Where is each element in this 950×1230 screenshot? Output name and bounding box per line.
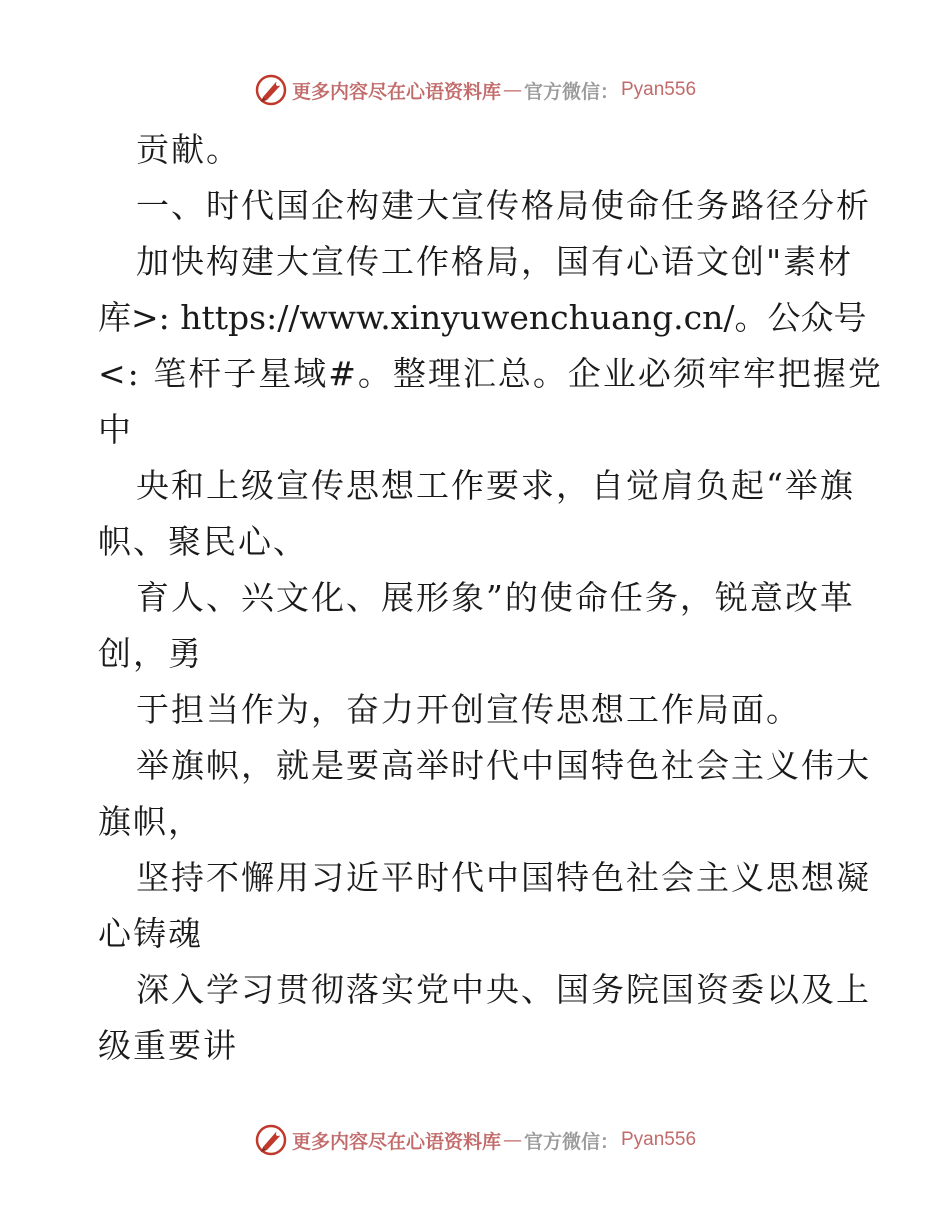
- text-line: 心铸魂: [98, 914, 203, 953]
- header-subtitle: 官方微信：: [523, 80, 619, 103]
- text-line: 于担当作为，奋力开创宣传思想工作局面。: [136, 690, 801, 729]
- footer-separator: —: [502, 1129, 522, 1151]
- header-banner: [0, 70, 950, 110]
- body-text: [98, 122, 883, 1074]
- header-handle: Pyan556: [621, 79, 697, 100]
- text-line: 创，勇: [98, 634, 203, 673]
- section-heading: 一、时代国企构建大宣传格局使命任务路径分析: [136, 186, 871, 225]
- text-line: 帜、聚民心、: [98, 522, 308, 561]
- text-line: 举旗帜，就是要高举时代中国特色社会主义伟大: [136, 746, 871, 785]
- pen-logo-icon: [254, 73, 288, 107]
- header-separator: —: [502, 79, 522, 101]
- text-line: 育人、兴文化、展形象”的使命任务，锐意改革: [136, 578, 855, 617]
- footer-banner: [0, 1120, 950, 1160]
- text-line: 级重要讲: [98, 1026, 238, 1065]
- footer-subtitle: 官方微信：: [523, 1130, 619, 1153]
- text-line-url: 库>: https://www.xinyuwenchuang.cn/。公众号: [98, 298, 867, 337]
- text-line: 中: [98, 410, 133, 449]
- header-title: 更多内容尽在心语资料库: [291, 80, 501, 103]
- text-line: 央和上级宣传思想工作要求，自觉肩负起“举旗: [136, 466, 855, 505]
- text-line: 加快构建大宣传工作格局，国有心语文创"素材: [136, 242, 854, 281]
- pen-logo-icon: [254, 1123, 288, 1157]
- text-line: 旗帜，: [98, 802, 203, 841]
- text-line: <: 笔杆子星域#。整理汇总。企业必须牢牢把握党: [98, 354, 883, 393]
- text-line: 深入学习贯彻落实党中央、国务院国资委以及上: [136, 970, 871, 1009]
- footer-handle: Pyan556: [621, 1129, 697, 1150]
- footer-title: 更多内容尽在心语资料库: [291, 1130, 501, 1153]
- text-line: 贡献。: [136, 130, 241, 169]
- text-line: 坚持不懈用习近平时代中国特色社会主义思想凝: [136, 858, 871, 897]
